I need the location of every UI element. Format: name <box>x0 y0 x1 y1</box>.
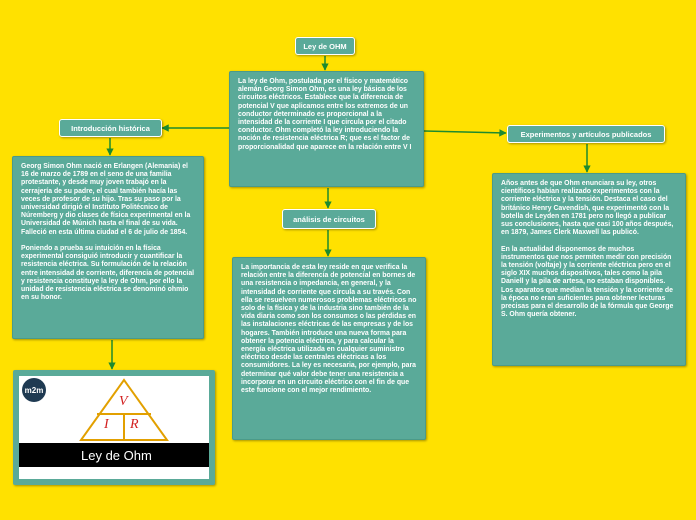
ohm-banner: Ley de Ohm <box>19 443 209 467</box>
ohm-image <box>19 376 209 479</box>
connector-main-to-experiments <box>424 131 506 133</box>
analysis-description-node[interactable]: La importancia de esta ley reside en que verifica la relación entre la diferencia de potencial en bornes de una resistencia o impedancia, en general, y la intensidad de corriente que circula a su través. Con ella se resuelven numerosos problemas eléctricos no solo de la física y de la industria sino también de la vida diaria como son los consumos o las pérdidas en las instalaciones eléctricas de las empresas y de los hogares. También introduce una nueva forma para obtener la potencia eléctrica, y para calcular la energía eléctrica utilizada en cualquier suministro eléctrico desde las centrales eléctricas a los consumidores. La ley es necesaria, por ejemplo, para determinar qué valor debe tener una resistencia a incorporar en un circuito eléctrico con el fin de que este funcione con el mejor rendimiento. <box>232 257 426 440</box>
experiments-description-node[interactable]: Años antes de que Ohm enunciara su ley, otros científicos habían realizado experimentos con la corriente eléctrica y la tensión. Destaca el caso del británico Henry Cavendish, que experimentó con la botella de Leyden en 1781 pero no llegó a publicar sus conclusiones, hasta que casi 100 años después, en 1879, James Clerk Maxwell las publicó. En la actualidad disponemos de muchos instrumentos que nos permiten medir con precisión la tensión (voltaje) y la corriente eléctrica pero en el siglo XIX muchos dispositivos, tales como la pila Daniell y la pila de artesa, no estaban disponibles. Los aparatos que medían la tensión y la corriente de la época no eran suficientes para obtener lecturas precisas para el desarrollo de la fórmula que George S. Ohm quería obtener. <box>492 173 686 366</box>
main-description-node[interactable]: La ley de Ohm, postulada por el físico y matemático alemán Georg Simon Ohm, es una ley básica de los circuitos eléctricos. Establece que la diferencia de potencial V que aplicamos entre los extremos de un conductor determinado es proporcional a la intensidad de la corriente I que circula por el citado conductor. Ohm completó la ley introduciendo la noción de resistencia eléctrica R; que es el factor de proporcionalidad que aparece en la relación entre V I <box>229 71 424 187</box>
triangle-letter-r: R <box>130 417 139 432</box>
intro-title-node[interactable]: Introducción histórica <box>59 119 162 137</box>
intro-description-node[interactable]: Georg Simon Ohm nació en Erlangen (Alemania) el 16 de marzo de 1789 en el seno de una familia protestante, y desde muy joven trabajó en la cerrajería de su padre, el cual también hacía las veces de profesor de su hijo. Tras su paso por la universidad dirigió el Instituto Politécnico de Núremberg y dio clases de física experimental en la Universidad de Múnich hasta el final de su vida. Falleció en esta última ciudad el 6 de julio de 1854. Poniendo a prueba su intuición en la física experimental consiguió introducir y cuantificar la resistencia eléctrica. Su formulación de la relación entre intensidad de corriente, diferencia de potencial y resistencia constituye la ley de Ohm, por ello la unidad de resistencia eléctrica se denominó ohmio en su honor. <box>12 156 204 339</box>
analysis-title-node[interactable]: análisis de circuitos <box>282 209 376 229</box>
triangle-letter-i: I <box>104 417 109 432</box>
m2m-logo: m2m <box>22 378 46 402</box>
ohm-image-node[interactable] <box>13 370 215 485</box>
experiments-title-node[interactable]: Experimentos y artículos publicados <box>507 125 665 143</box>
triangle-letter-v: V <box>119 394 128 409</box>
main-title-node[interactable]: Ley de OHM <box>295 37 355 55</box>
